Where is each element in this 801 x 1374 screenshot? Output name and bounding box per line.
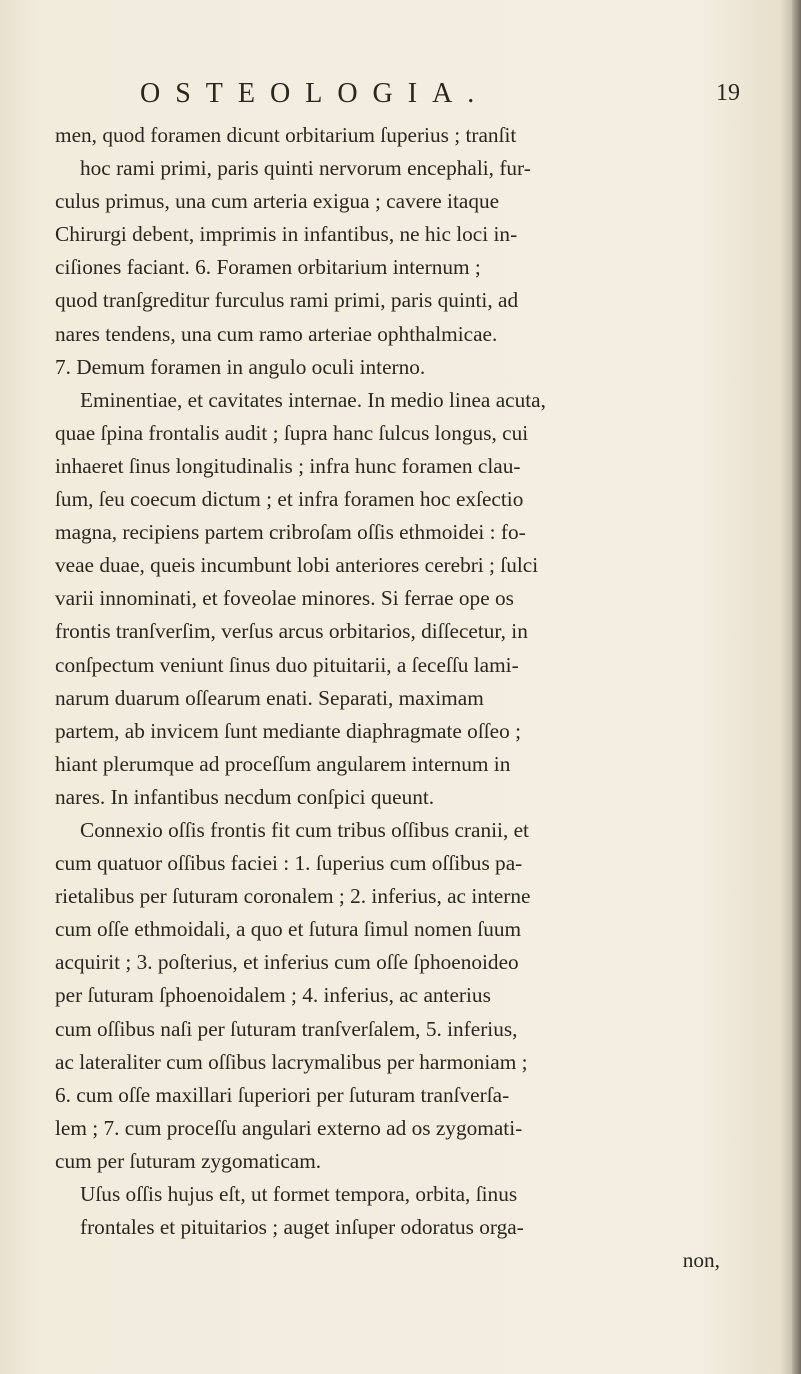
- text-line: frontales et pituitarios ; auget inſuper odoratus orga-: [80, 1215, 524, 1240]
- text-line: 6. cum oſſe maxillari ſuperiori per ſuturam tranſverſa-: [55, 1082, 510, 1107]
- text-line: Eminentiae, et cavitates internae. In medio linea acuta,: [80, 387, 546, 412]
- text-line: narum duarum oſſearum enati. Separati, maximam: [55, 685, 484, 710]
- text-line: 7. Demum foramen in angulo oculi interno.: [55, 354, 426, 379]
- text-line: magna, recipiens partem cribroſam oſſis ethmoidei : fo-: [55, 520, 526, 545]
- text-line: hoc rami primi, paris quinti nervorum encephali, fur-: [80, 156, 531, 181]
- running-title: OSTEOLOGIA.: [140, 78, 490, 109]
- page-number: 19: [716, 80, 740, 106]
- text-line: varii innominati, et foveolae minores. Si ferrae ope os: [55, 586, 514, 611]
- text-line: quod tranſgreditur furculus rami primi, paris quinti, ad: [55, 288, 519, 313]
- text-line: culus primus, una cum arteria exigua ; cavere itaque: [55, 189, 500, 214]
- text-line: frontis tranſverſim, verſus arcus orbitarios, diſſecetur, in: [55, 619, 528, 644]
- text-line: per ſuturam ſphoenoidalem ; 4. inferius, ac anterius: [55, 983, 491, 1008]
- text-line: quae ſpina frontalis audit ; ſupra hanc ſulcus longus, cui: [55, 420, 529, 445]
- catchword: non,: [682, 1248, 720, 1273]
- body-text: [55, 119, 720, 1277]
- text-line: lem ; 7. cum proceſſu angulari externo ad os zygomati-: [55, 1115, 523, 1140]
- text-line: Uſus oſſis hujus eſt, ut formet tempora, orbita, ſinus: [80, 1182, 518, 1206]
- text-line: acquirit ; 3. poſterius, et inferius cum oſſe ſphoenoideo: [55, 950, 519, 975]
- text-line: men, quod foramen dicunt orbitarium ſuperius ; tranſit: [55, 123, 517, 147]
- text-line: cum quatuor oſſibus faciei : 1. ſuperius cum oſſibus pa-: [55, 851, 523, 876]
- text-line: rietalibus per ſuturam coronalem ; 2. inferius, ac interne: [55, 884, 531, 909]
- text-line: cum oſſe ethmoidali, a quo et ſutura ſimul nomen ſuum: [55, 917, 522, 942]
- text-line: hiant plerumque ad proceſſum angularem internum in: [55, 751, 511, 776]
- text-line: ſum, ſeu coecum dictum ; et infra foramen hoc exſectio: [55, 487, 524, 512]
- text-line: conſpectum veniunt ſinus duo pituitarii, a ſeceſſu lami-: [55, 652, 519, 677]
- text-line: inhaeret ſinus longitudinalis ; infra hunc foramen clau-: [55, 453, 521, 478]
- text-line: ac lateraliter cum oſſibus lacrymalibus per harmoniam ;: [55, 1049, 528, 1074]
- book-spine-edge: [792, 0, 801, 1374]
- text-line: cum oſſibus naſi per ſuturam tranſverſalem, 5. inferius,: [55, 1016, 518, 1041]
- text-line: nares tendens, una cum ramo arteriae ophthalmicae.: [55, 321, 498, 346]
- text-line: Connexio oſſis frontis fit cum tribus oſſibus cranii, et: [80, 817, 529, 842]
- page-header: [0, 78, 801, 118]
- text-line: veae duae, queis incumbunt lobi anteriores cerebri ; ſulci: [55, 553, 539, 578]
- text-line: Chirurgi debent, imprimis in infantibus, ne hic loci in-: [55, 222, 518, 247]
- text-line: cum per ſuturam zygomaticam.: [55, 1148, 322, 1173]
- text-line: ciſiones faciant. 6. Foramen orbitarium internum ;: [55, 255, 481, 280]
- text-line: nares. In infantibus necdum conſpici queunt.: [55, 784, 435, 809]
- text-line: partem, ab invicem ſunt mediante diaphragmate oſſeo ;: [55, 718, 522, 743]
